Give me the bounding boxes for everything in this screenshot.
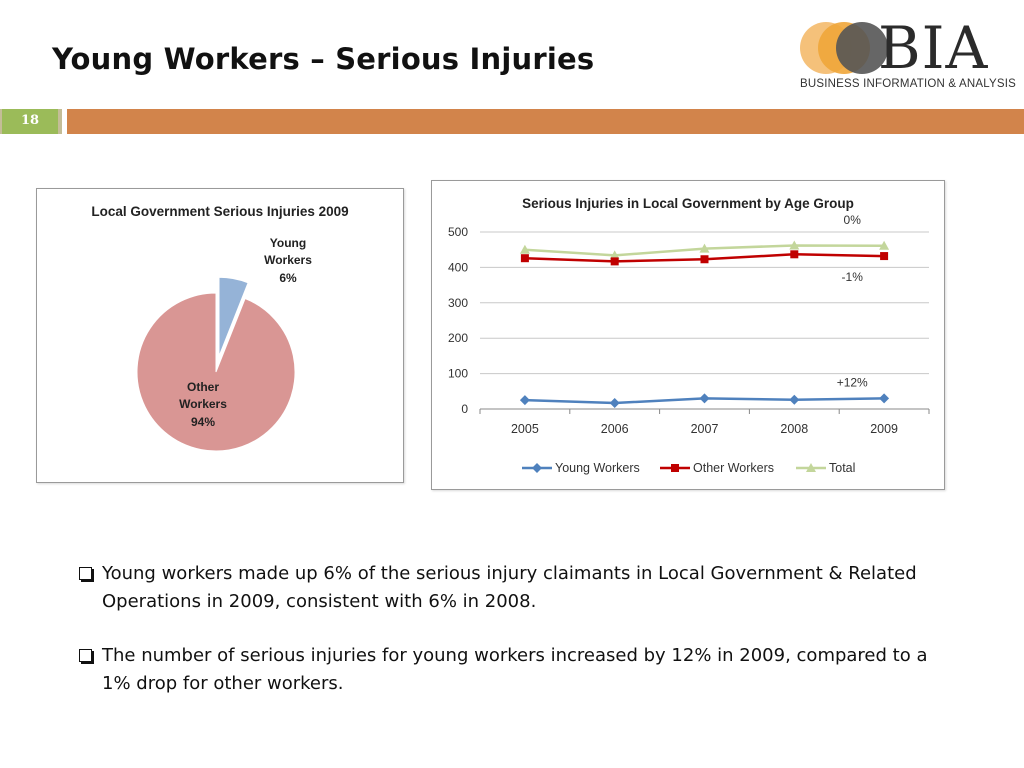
x-tick-label: 2005 <box>510 422 539 436</box>
pie-chart <box>37 189 403 482</box>
logo-circles-icon <box>800 20 890 76</box>
pie-label-young <box>264 236 312 285</box>
bullet-line: Operations in 2009, consistent with 6% in 2008. <box>102 591 537 612</box>
pie-slice-other-workers <box>137 293 295 451</box>
page-number: 18 <box>2 109 58 134</box>
line-chart-title: Serious Injuries in Local Government by Age Group <box>522 196 854 211</box>
y-tick-label: 100 <box>447 366 468 381</box>
pie-label-other-line1: Other <box>186 380 220 394</box>
data-point-young-workers <box>520 395 530 405</box>
data-point-other-workers <box>790 250 798 258</box>
slide-title: Young Workers – Serious Injuries <box>52 42 595 76</box>
annotation-label: 0% <box>843 212 861 227</box>
pie-label-young-line1: Young <box>269 236 307 250</box>
y-tick-label: 300 <box>447 295 468 310</box>
x-tick-label: 2006 <box>600 422 629 436</box>
data-point-other-workers <box>611 257 619 265</box>
bullet-list <box>78 560 958 724</box>
bullet-item <box>78 560 958 616</box>
y-tick-label: 0 <box>461 402 468 416</box>
bullet-line: The number of serious injuries for young workers increased by 12% in 2009, compared to a <box>102 645 928 666</box>
bia-logo <box>798 14 1017 96</box>
checkbox-bullet-icon <box>79 649 92 662</box>
legend-marker-young-workers <box>532 463 542 473</box>
bullet-line: Young workers made up 6% of the serious injury claimants in Local Government & Related <box>102 563 917 584</box>
legend-label-young-workers: Young Workers <box>555 461 640 475</box>
logo-subtitle: BUSINESS INFORMATION & ANALYSIS <box>800 78 1017 90</box>
pie-chart-title: Local Government Serious Injuries 2009 <box>91 204 349 219</box>
data-point-other-workers <box>701 255 709 263</box>
annotation-label: -1% <box>841 270 863 285</box>
checkbox-bullet-icon <box>79 567 92 580</box>
pie-label-other-value: 94% <box>190 415 216 429</box>
pie-label-other-line2: Workers <box>179 397 227 411</box>
legend-label-other-workers: Other Workers <box>693 461 775 475</box>
y-tick-label: 400 <box>447 260 468 275</box>
logo-name: BIA <box>878 14 989 82</box>
y-tick-label: 200 <box>447 331 468 346</box>
x-tick-label: 2008 <box>780 422 809 436</box>
bullet-item <box>78 642 958 698</box>
y-tick-label: 500 <box>447 225 468 239</box>
data-point-young-workers <box>700 393 710 403</box>
legend-marker-other-workers <box>671 464 679 472</box>
pie-label-young-line2: Workers <box>264 253 312 267</box>
legend-label-total: Total <box>829 461 856 475</box>
pie-chart-frame <box>36 188 404 483</box>
x-tick-label: 2007 <box>690 422 719 436</box>
data-point-other-workers <box>521 254 529 262</box>
data-point-young-workers <box>879 393 889 403</box>
data-point-young-workers <box>789 395 799 405</box>
pie-label-young-value: 6% <box>279 271 297 285</box>
x-tick-label: 2009 <box>870 422 899 436</box>
line-chart-frame <box>431 180 945 490</box>
annotation-label: +12% <box>836 375 868 390</box>
line-chart <box>432 181 944 489</box>
bullet-line: 1% drop for other workers. <box>102 673 344 694</box>
data-point-young-workers <box>610 398 620 408</box>
header-band <box>67 109 1024 134</box>
data-point-other-workers <box>880 252 888 260</box>
